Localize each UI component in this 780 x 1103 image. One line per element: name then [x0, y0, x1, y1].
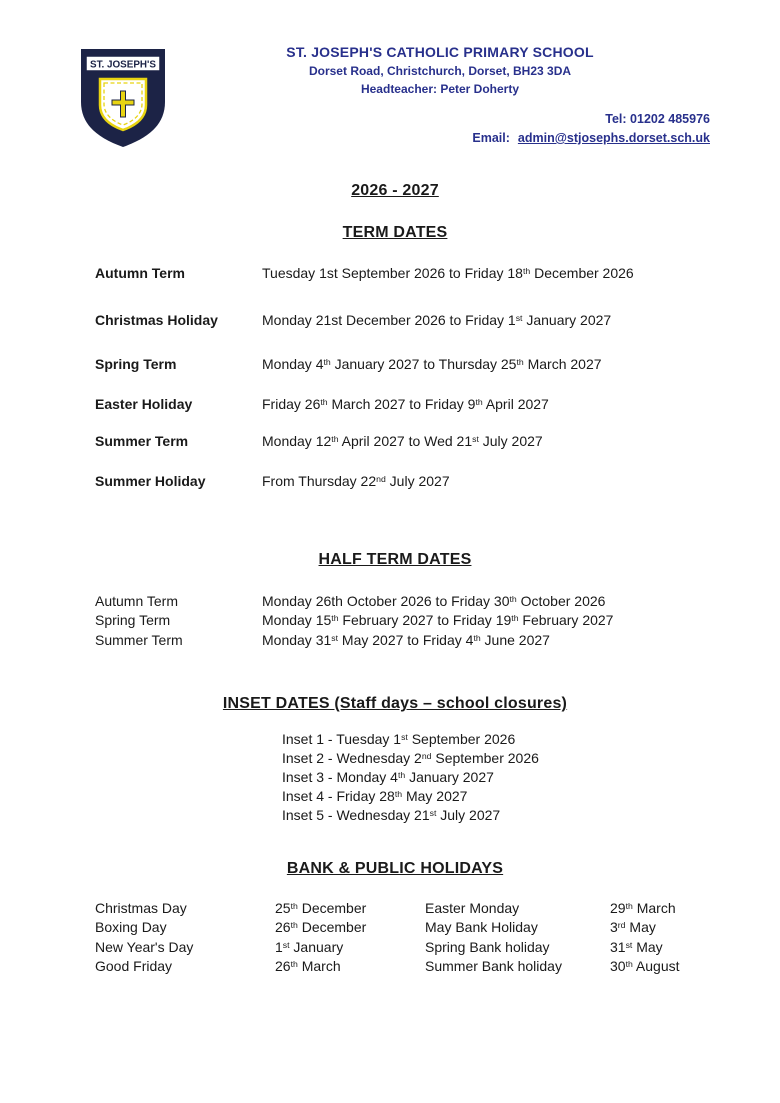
inset-dates-list [282, 730, 539, 825]
logo-banner-text: ST. JOSEPH'S [90, 59, 157, 71]
term-label: Christmas Holiday [95, 312, 218, 328]
table-row [95, 265, 715, 281]
headteacher-line: Headteacher: Peter Doherty [360, 82, 520, 96]
table-row [95, 433, 715, 449]
list-item: Inset 2 - Wednesday 2nd September 2026 [282, 750, 539, 766]
holiday-date: 30th August [610, 957, 680, 974]
bank-holidays-table [95, 899, 720, 976]
list-item: Inset 1 - Tuesday 1st September 2026 [282, 731, 516, 747]
holiday-name: New Year's Day [95, 938, 194, 955]
term-dates: Monday 12th April 2027 to Wed 21st July 2027 [262, 433, 543, 449]
holiday-name: Spring Bank holiday [425, 938, 550, 955]
shield-icon [78, 47, 168, 149]
term-dates: Monday 31st May 2027 to Friday 4th June 2027 [262, 631, 550, 648]
term-dates-heading: TERM DATES [342, 224, 448, 241]
half-term-dates-heading: HALF TERM DATES [318, 551, 472, 568]
tel-label: Tel: [605, 112, 627, 126]
table-row [95, 356, 715, 372]
inset-dates-heading: INSET DATES (Staff days – school closures) [222, 695, 568, 712]
table-row [95, 938, 720, 957]
tel-number: 01202 485976 [630, 112, 710, 126]
table-row [95, 918, 720, 937]
term-label: Easter Holiday [95, 396, 193, 412]
holiday-name: Boxing Day [95, 919, 167, 936]
email-label: Email: [472, 131, 510, 145]
school-address: Dorset Road, Christchurch, Dorset, BH23 3DA [308, 64, 572, 78]
term-dates: Tuesday 1st September 2026 to Friday 18th December 2026 [262, 265, 634, 281]
school-name: ST. JOSEPH'S CATHOLIC PRIMARY SCHOOL [286, 44, 594, 60]
term-label: Autumn Term [95, 265, 185, 281]
term-label: Summer Holiday [95, 473, 206, 489]
term-dates: Monday 15th February 2027 to Friday 19th February 2027 [262, 612, 614, 629]
table-row [95, 312, 715, 328]
term-dates: From Thursday 22nd July 2027 [262, 473, 450, 489]
table-row [95, 631, 715, 650]
list-item: Inset 5 - Wednesday 21st July 2027 [282, 807, 501, 823]
term-dates: Monday 4th January 2027 to Thursday 25th March 2027 [262, 356, 602, 372]
school-header [180, 44, 700, 96]
holiday-name: Christmas Day [95, 900, 187, 916]
term-label: Summer Term [95, 631, 183, 648]
holiday-date: 26th March [275, 957, 341, 974]
table-row [95, 957, 720, 976]
tel-line [472, 110, 710, 129]
table-row [95, 473, 715, 489]
term-label: Spring Term [95, 356, 177, 372]
holiday-name: Summer Bank holiday [425, 957, 562, 974]
term-label: Autumn Term [95, 593, 178, 609]
table-row [95, 396, 715, 412]
holiday-date: 29th March [610, 900, 676, 916]
list-item: Inset 4 - Friday 28th May 2027 [282, 788, 468, 804]
school-crest-logo [78, 47, 168, 149]
term-dates: Monday 26th October 2026 to Friday 30th October 2026 [262, 593, 606, 609]
holiday-date: 1st January [275, 938, 344, 955]
term-dates-table [95, 265, 715, 489]
holiday-name: Easter Monday [425, 900, 520, 916]
holiday-date: 26th December [275, 919, 367, 936]
term-label: Spring Term [95, 612, 171, 629]
email-line [472, 129, 710, 148]
holiday-date: 3rd May [610, 919, 656, 936]
term-label: Summer Term [95, 433, 189, 449]
table-row [95, 611, 715, 630]
half-term-dates-table [95, 592, 715, 650]
holiday-name: Good Friday [95, 957, 173, 974]
holiday-name: May Bank Holiday [425, 919, 538, 936]
holiday-date: 25th December [275, 900, 367, 916]
bank-holidays-heading: BANK & PUBLIC HOLIDAYS [286, 860, 504, 877]
contact-block [472, 110, 710, 148]
page-title: 2026 - 2027 [351, 182, 439, 199]
holiday-date: 31st May [610, 938, 663, 955]
list-item: Inset 3 - Monday 4th January 2027 [282, 769, 494, 785]
email-link[interactable]: admin@stjosephs.dorset.sch.uk [517, 131, 710, 145]
term-dates: Friday 26th March 2027 to Friday 9th April 2027 [262, 396, 549, 412]
table-row [95, 592, 715, 611]
term-dates: Monday 21st December 2026 to Friday 1st January 2027 [262, 312, 612, 328]
table-row [95, 899, 720, 918]
